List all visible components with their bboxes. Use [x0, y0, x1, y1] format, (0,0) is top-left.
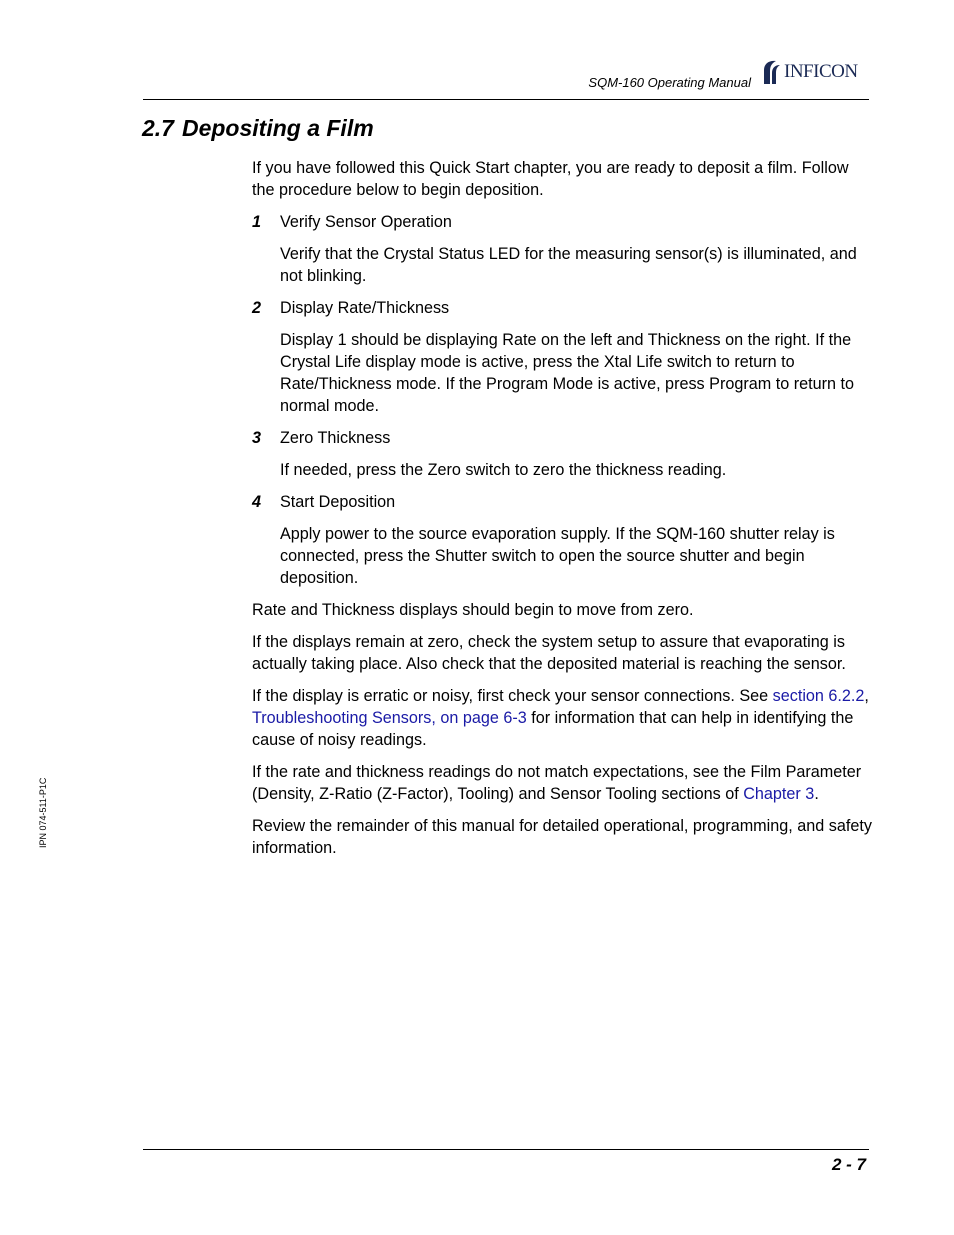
step-number: 3	[252, 429, 262, 447]
manual-title: SQM-160 Operating Manual	[588, 75, 751, 90]
header-divider	[143, 99, 869, 100]
inficon-logo	[760, 58, 858, 86]
step-2	[252, 297, 872, 319]
section-title: Depositing a Film	[181, 115, 374, 141]
logo-text: INFICON	[784, 61, 858, 82]
paragraph-readings-mismatch	[252, 761, 872, 805]
step-number: 1	[252, 213, 262, 231]
page-number: 2 - 7	[831, 1155, 866, 1174]
step-title: Display Rate/Thickness	[280, 299, 450, 317]
step-body: If needed, press the Zero switch to zero the thickness reading.	[280, 461, 727, 479]
paragraph-text: If the rate and thickness readings do not match expectations, see the Film Parameter (Density, Z-Ratio (Z-Factor), Tooling) and Sensor Tooling sections of	[252, 763, 862, 803]
paragraph-rate-thickness: Rate and Thickness displays should begin to move from zero.	[252, 601, 694, 619]
paragraph-text: .	[814, 785, 819, 803]
section-heading	[142, 115, 374, 142]
paragraph-text: If the display is erratic or noisy, first check your sensor connections. See	[252, 687, 773, 705]
intro-paragraph: If you have followed this Quick Start chapter, you are ready to deposit a film. Follow the procedure below to begin deposition.	[252, 159, 849, 199]
paragraph-review: Review the remainder of this manual for detailed operational, programming, and safety information.	[252, 817, 872, 857]
paragraph-displays-zero: If the displays remain at zero, check the system setup to assure that evaporating is actually taking place. Also check that the deposited material is reaching the sensor.	[252, 633, 846, 673]
chapter-link[interactable]: Chapter 3	[743, 785, 815, 803]
step-title: Zero Thickness	[280, 429, 391, 447]
step-body: Display 1 should be displaying Rate on the left and Thickness on the right. If the Crystal Life display mode is active, press the Xtal Life switch to return to Rate/Thickness mode. If the Program Mode is active, press Program to return to normal mode.	[280, 331, 854, 415]
step-body: Apply power to the source evaporation supply. If the SQM-160 shutter relay is connected, press the Shutter switch to open the source shutter and begin deposition.	[280, 525, 835, 587]
step-4	[252, 491, 872, 513]
paragraph-text: for information that can help in identifying the cause of noisy readings.	[252, 709, 854, 749]
troubleshooting-link[interactable]: Troubleshooting Sensors, on page 6-3	[252, 709, 527, 727]
paragraph-erratic-display	[252, 685, 872, 751]
inficon-logo-icon	[760, 59, 782, 85]
footer-divider	[143, 1149, 869, 1150]
paragraph-text: ,	[864, 687, 869, 705]
section-link[interactable]: section 6.2.2	[772, 687, 865, 705]
section-number: 2.7	[142, 115, 174, 141]
step-3	[252, 427, 872, 449]
step-title: Verify Sensor Operation	[280, 213, 452, 231]
document-code: IPN 074-511-P1C	[38, 777, 48, 848]
step-title: Start Deposition	[280, 493, 396, 511]
step-number: 2	[252, 299, 262, 317]
step-1	[252, 211, 872, 233]
main-content	[252, 157, 872, 869]
step-number: 4	[252, 493, 262, 511]
step-body: Verify that the Crystal Status LED for the measuring sensor(s) is illuminated, and not blinking.	[280, 245, 857, 285]
